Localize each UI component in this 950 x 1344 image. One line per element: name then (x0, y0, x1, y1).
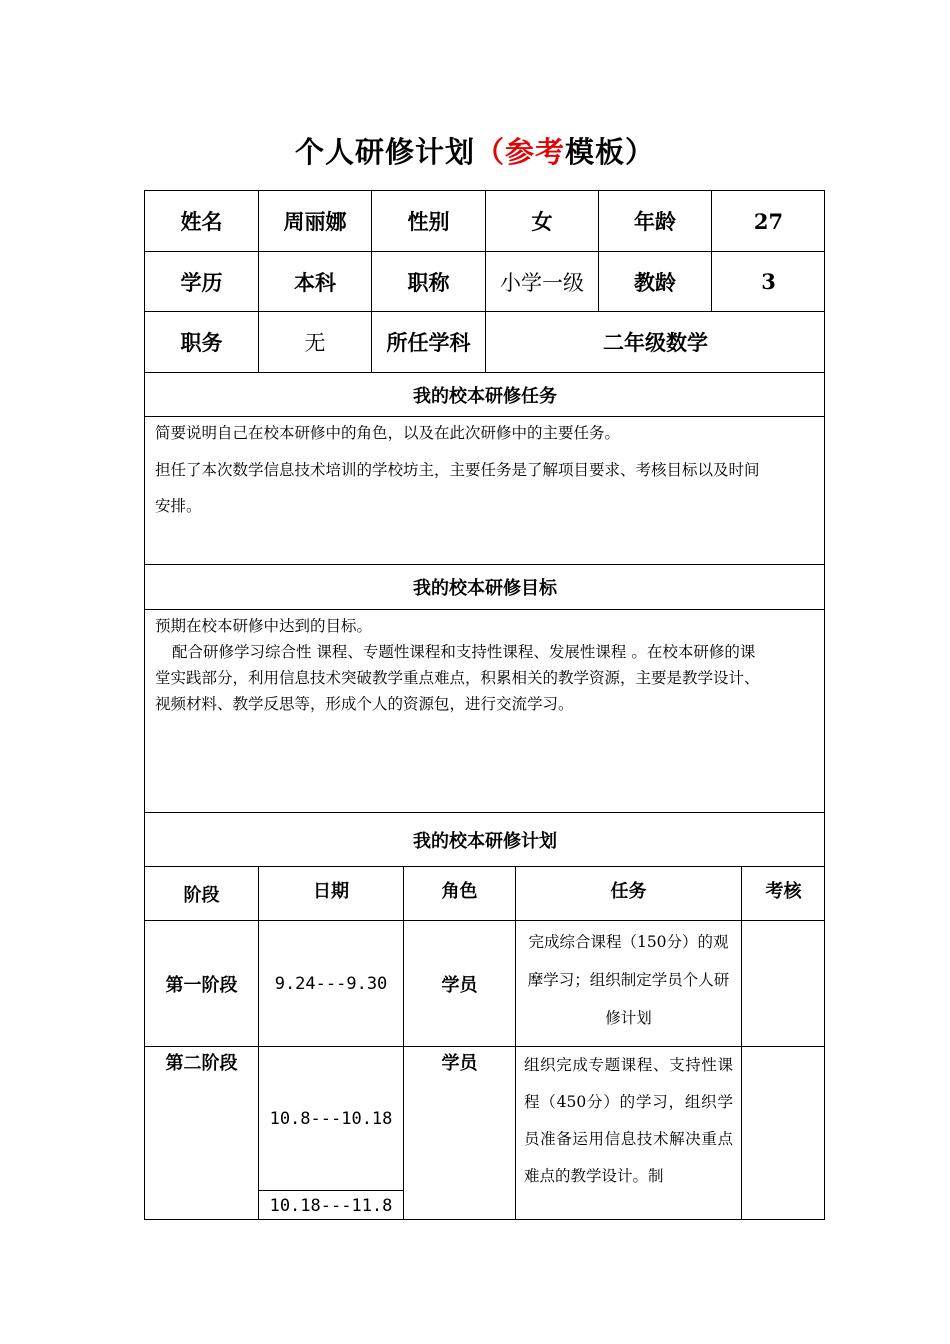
col-task: 任务 (516, 867, 742, 921)
goals-heading: 我的校本研修目标 (145, 565, 825, 610)
label-age: 年龄 (599, 191, 712, 252)
col-role: 角色 (404, 867, 516, 921)
label-title: 职称 (372, 252, 486, 312)
value-education: 本科 (259, 252, 372, 312)
role-2: 学员 (404, 1047, 516, 1220)
label-gender: 性别 (372, 191, 486, 252)
tasks-text-line-1: 担任了本次数学信息技术培训的学校坊主，主要任务是了解项目要求、考核目标以及时间 (155, 461, 760, 479)
assess-2 (742, 1047, 825, 1220)
page-title: 个人研修计划（参考模板） (294, 135, 656, 169)
label-position: 职务 (145, 312, 259, 373)
role-1: 学员 (404, 921, 516, 1047)
goals-instruction: 预期在校本研修中达到的目标。 (155, 617, 373, 635)
value-gender: 女 (486, 191, 599, 252)
col-assess: 考核 (742, 867, 825, 921)
value-title: 小学一级 (486, 252, 599, 312)
label-teaching-years: 教龄 (599, 252, 712, 312)
plan-table (144, 190, 825, 1220)
date-2: 10.8---10.18 (259, 1047, 404, 1191)
stage-1: 第一阶段 (145, 921, 259, 1047)
value-name: 周丽娜 (259, 191, 372, 252)
date-3: 10.18---11.8 (259, 1191, 404, 1220)
col-stage: 阶段 (145, 867, 259, 921)
value-age: 27 (712, 191, 825, 252)
task-2: 组织完成专题课程、支持性课程（450分）的学习，组织学员准备运用信息技术解决重点难点的教学设计。制 (516, 1047, 742, 1220)
value-teaching-years: 3 (712, 252, 825, 312)
goals-text-line-3: 视频材料、教学反思等，形成个人的资源包，进行交流学习。 (155, 695, 574, 713)
title-paren-open: （ (474, 135, 505, 169)
goals-body (145, 610, 825, 813)
task-1: 完成综合课程（150分）的观摩学习；组织制定学员个人研修计划 (516, 921, 742, 1047)
goals-text-line-2: 堂实践部分，利用信息技术突破教学重点难点，积累相关的教学资源，主要是教学设计、 (155, 669, 760, 687)
col-date: 日期 (259, 867, 404, 921)
value-subject: 二年级数学 (486, 312, 825, 373)
tasks-text-line-2: 安排。 (155, 497, 202, 515)
plan-heading: 我的校本研修计划 (145, 813, 825, 867)
assess-1 (742, 921, 825, 1047)
date-1: 9.24---9.30 (259, 921, 404, 1047)
goals-text-line-1: 配合研修学习综合性 课程、专题性课程和支持性课程、发展性课程 。在校本研修的课 (172, 643, 756, 661)
value-position: 无 (259, 312, 372, 373)
label-education: 学历 (145, 252, 259, 312)
tasks-body (145, 417, 825, 565)
label-subject: 所任学科 (372, 312, 486, 373)
stage-2: 第二阶段 (145, 1047, 259, 1220)
title-reference-highlight: 参考 (505, 135, 566, 169)
tasks-instruction: 简要说明自己在校本研修中的角色，以及在此次研修中的主要任务。 (155, 424, 621, 442)
title-template: 模板） (565, 135, 656, 169)
tasks-heading: 我的校本研修任务 (145, 373, 825, 417)
label-name: 姓名 (145, 191, 259, 252)
